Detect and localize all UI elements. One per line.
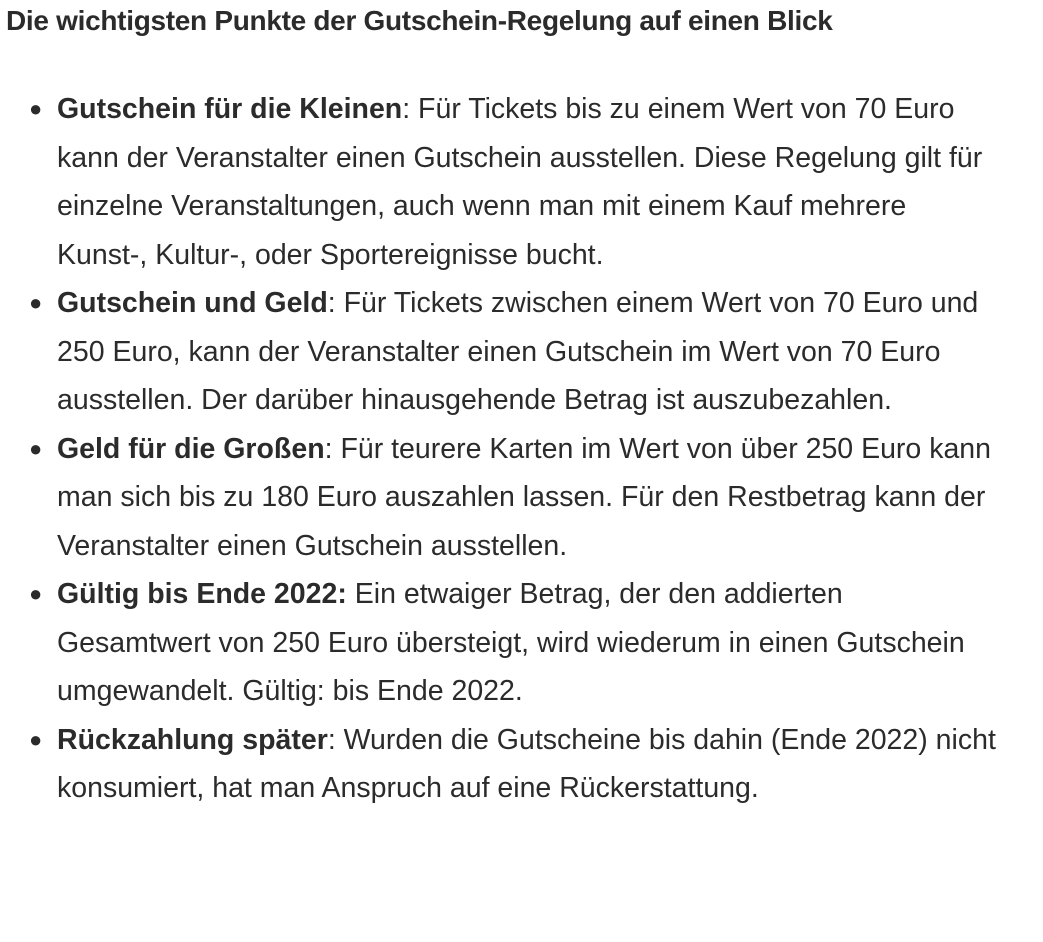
bullet-icon: ● — [29, 581, 43, 606]
item-text: Ein etwaiger Betrag, der den addierten Gesamtwert von 250 Euro übersteigt, wird wiederum in einen Gutschein umgewandelt. Gültig: bis Ende 2022. — [57, 578, 965, 707]
list-item — [29, 570, 1002, 716]
article — [6, 0, 1036, 813]
item-term: Geld für die Großen — [57, 432, 325, 465]
list-item — [29, 425, 1002, 571]
bullet-icon: ● — [29, 435, 43, 461]
bullet-icon: ● — [29, 96, 43, 121]
item-text: Für Tickets bis zu einem Wert von 70 Euro kann der Veranstalter einen Gutschein ausstellen. Diese Regelung gilt für einzelne Veranstaltungen, auch wenn man mit einem Kauf mehrere Kunst-, Kultur-, oder Sportereignisse bucht. — [57, 93, 983, 271]
page-title: Die wichtigsten Punkte der Gutschein-Regelung auf einen Blick — [6, 5, 833, 36]
item-term: Gutschein und Geld — [57, 287, 328, 319]
item-separator: : — [324, 432, 333, 465]
bullet-icon: ● — [29, 726, 43, 752]
list-item — [29, 85, 1002, 279]
item-term: Gültig bis Ende 2022: — [57, 578, 347, 610]
bullet-list — [6, 85, 1036, 813]
item-term: Rückzahlung später — [57, 723, 328, 756]
item-separator: : — [327, 723, 336, 756]
item-text: Wurden die Gutscheine bis dahin (Ende 2022) nicht konsumiert, hat man Anspruch auf eine Rückerstattung. — [57, 723, 996, 804]
item-term: Gutschein für die Kleinen — [57, 93, 403, 125]
item-separator: : — [327, 287, 336, 319]
item-text: Für teurere Karten im Wert von über 250 Euro kann man sich bis zu 180 Euro auszahlen lassen. Für den Restbetrag kann der Veranstalter einen Gutschein ausstellen. — [57, 432, 991, 562]
bullet-icon: ● — [29, 290, 43, 315]
list-item — [29, 716, 1002, 813]
item-separator: : — [402, 93, 411, 125]
item-text: Für Tickets zwischen einem Wert von 70 Euro und 250 Euro, kann der Veranstalter einen Gutschein im Wert von 70 Euro ausstellen. Der darüber hinausgehende Betrag ist auszubezahlen. — [57, 287, 979, 416]
list-item — [29, 279, 1002, 425]
